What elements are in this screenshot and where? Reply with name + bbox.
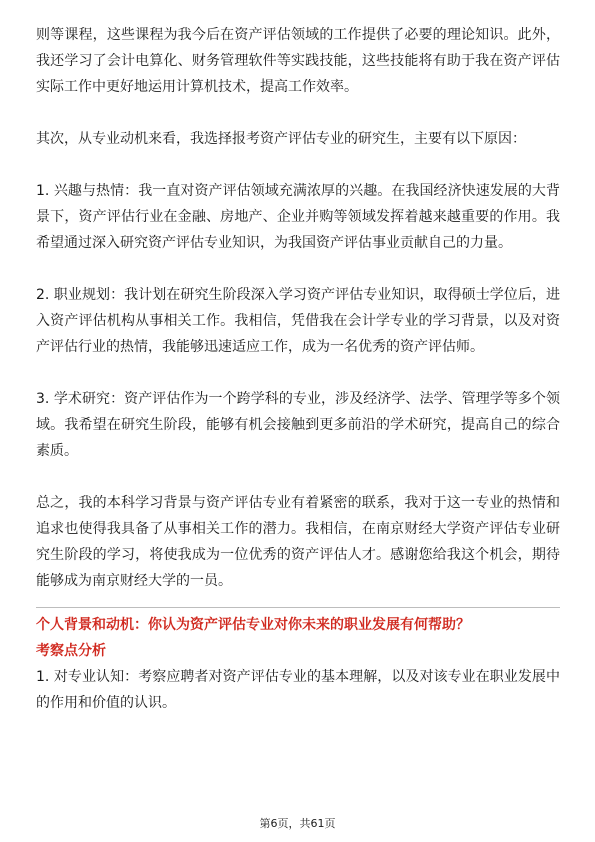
analysis-title: 考察点分析 bbox=[36, 643, 106, 659]
body-paragraph: 总之，我的本科学习背景与资产评估专业有着紧密的联系，我对于这一专业的热情和追求也使得我具备了从事相关工作的潜力。我相信，在南京财经大学资产评估专业研究生阶段的学习，将使我成为一位优秀的资产评估人才。感谢您给我这个机会，期待能够成为南京财经大学的一员。 bbox=[36, 495, 560, 589]
body-paragraph: 其次，从专业动机来看，我选择报考资产评估专业的研究生，主要有以下原因： bbox=[36, 131, 526, 147]
body-paragraph: 1. 兴趣与热情：我一直对资产评估领域充满浓厚的兴趣。在我国经济快速发展的大背景下，资产评估行业在金融、房地产、企业并购等领域发挥着越来越重要的作用。我希望通过深入研究资产评估专业知识，为我国资产评估事业贡献自己的力量。 bbox=[36, 183, 560, 251]
page-footer: 第6页，共61页 bbox=[259, 817, 336, 830]
analysis-item: 1. 对专业认知：考察应聘者对资产评估专业的基本理解，以及对该专业在职业发展中的作用和价值的认识。 bbox=[36, 669, 560, 711]
section-divider bbox=[36, 607, 560, 608]
body-paragraph: 则等课程，这些课程为我今后在资产评估领域的工作提供了必要的理论知识。此外，我还学习了会计电算化、财务管理软件等实践技能，这些技能将有助于我在资产评估实际工作中更好地运用计算机技术，提高工作效率。 bbox=[36, 27, 560, 95]
body-paragraph: 3. 学术研究：资产评估作为一个跨学科的专业，涉及经济学、法学、管理学等多个领域。我希望在研究生阶段，能够有机会接触到更多前沿的学术研究，提高自己的综合素质。 bbox=[36, 391, 560, 459]
document-page bbox=[36, 22, 560, 716]
interview-question: 个人背景和动机：你认为资产评估专业对你未来的职业发展有何帮助？ bbox=[36, 617, 470, 633]
body-paragraph: 2. 职业规划：我计划在研究生阶段深入学习资产评估专业知识，取得硕士学位后，进入资产评估机构从事相关工作。我相信，凭借我在会计学专业的学习背景，以及对资产评估行业的热情，我能够迅速适应工作，成为一名优秀的资产评估师。 bbox=[36, 287, 560, 355]
